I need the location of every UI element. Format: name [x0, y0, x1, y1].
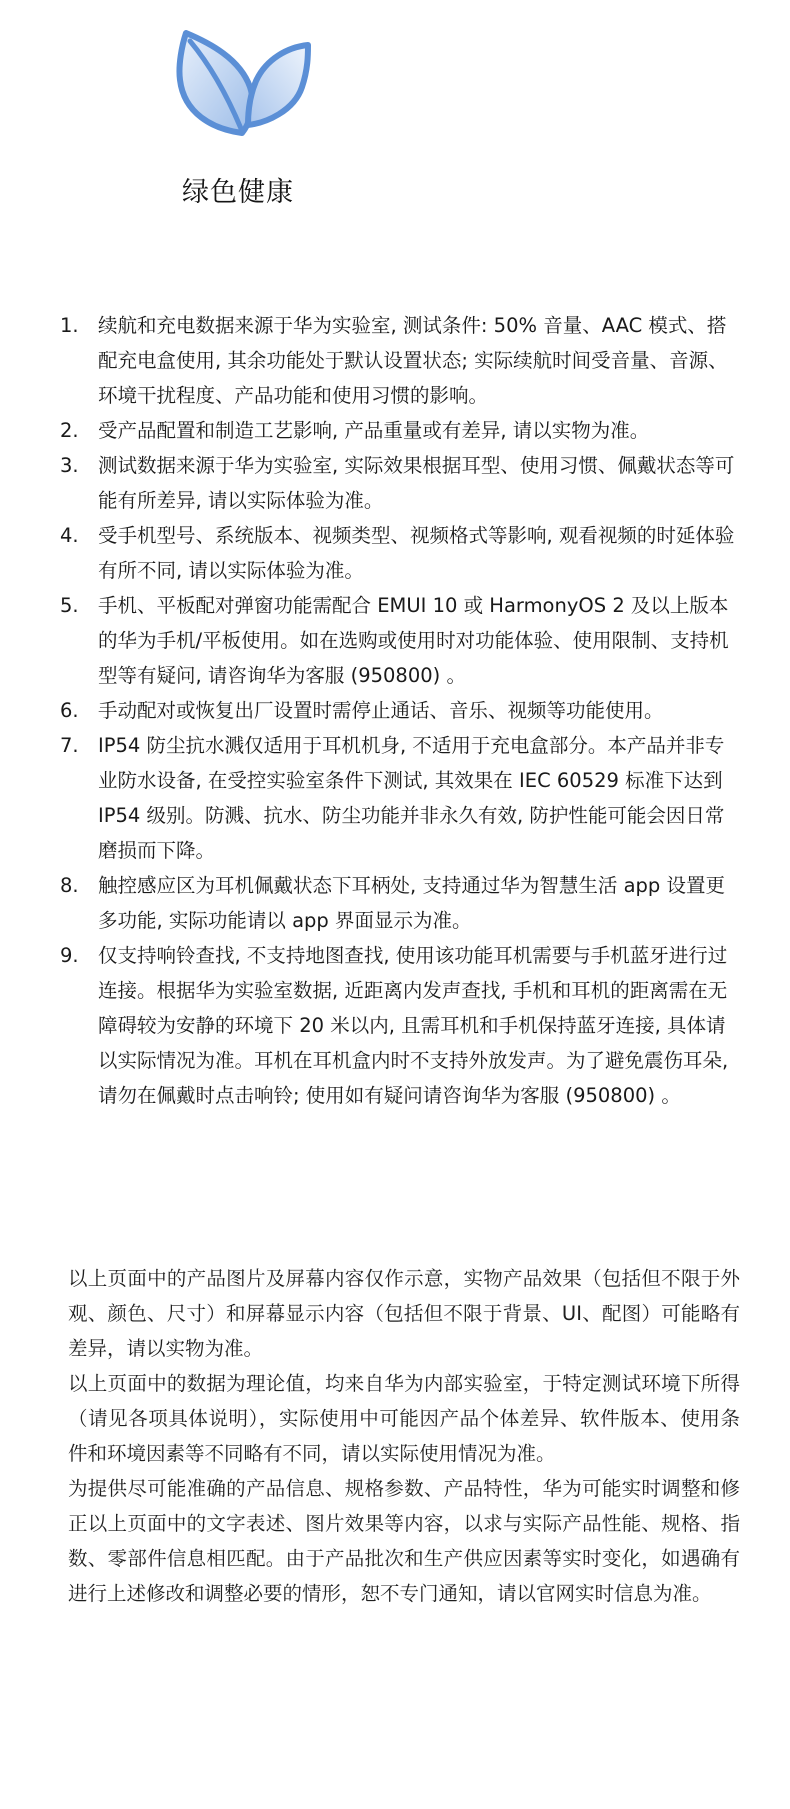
footnote-number: 4. — [60, 524, 79, 547]
footnote-number: 5. — [60, 594, 79, 617]
disclaimer-paragraph: 为提供尽可能准确的产品信息、规格参数、产品特性，华为可能实时调整和修正以上页面中的文字表述、图片效果等内容，以求与实际产品性能、规格、指数、零部件信息相匹配。由于产品批次和生产供应因素等实时变化，如遇确有进行上述修改和调整必要的情形，恕不专门通知，请以官网实时信息为准。 — [68, 1477, 740, 1605]
footnote-item — [60, 518, 740, 588]
footnote-text: 手动配对或恢复出厂设置时需停止通话、音乐、视频等功能使用。 — [98, 699, 664, 722]
footnote-text: IP54 防尘抗水溅仅适用于耳机机身, 不适用于充电盒部分。本产品并非专业防水设备, 在受控实验室条件下测试, 其效果在 IEC 60529 标准下达到 IP54 级别。防溅、抗水、防尘功能并非永久有效, 防护性能可能会因日常磨损而下降。 — [98, 734, 725, 862]
leaf-icon — [170, 25, 320, 140]
footnote-number: 1. — [60, 314, 79, 337]
footnote-item — [60, 448, 740, 518]
footnote-item — [60, 868, 740, 938]
footnote-text: 受手机型号、系统版本、视频类型、视频格式等影响, 观看视频的时延体验有所不同, 请以实际体验为准。 — [98, 524, 735, 582]
footnote-item — [60, 938, 740, 1113]
footnote-item — [60, 693, 740, 728]
footnote-item — [60, 308, 740, 413]
footnote-item — [60, 728, 740, 868]
footnote-text: 手机、平板配对弹窗功能需配合 EMUI 10 或 HarmonyOS 2 及以上版本的华为手机/平板使用。如在选购或使用时对功能体验、使用限制、支持机型等有疑问, 请咨询华为客服 (950800) 。 — [98, 594, 729, 687]
footnote-number: 8. — [60, 874, 79, 897]
footnote-text: 受产品配置和制造工艺影响, 产品重量或有差异, 请以实物为准。 — [98, 419, 650, 442]
footnote-text: 测试数据来源于华为实验室, 实际效果根据耳型、使用习惯、佩戴状态等可能有所差异, 请以实际体验为准。 — [98, 454, 735, 512]
footnote-item — [60, 588, 740, 693]
disclaimer-paragraph: 以上页面中的产品图片及屏幕内容仅作示意，实物产品效果（包括但不限于外观、颜色、尺寸）和屏幕显示内容（包括但不限于背景、UI、配图）可能略有差异，请以实物为准。 — [68, 1267, 740, 1360]
footnote-text: 续航和充电数据来源于华为实验室, 测试条件: 50% 音量、AAC 模式、搭配充电盒使用, 其余功能处于默认设置状态; 实际续航时间受音量、音源、环境干扰程度、产品功能和使用习惯的影响。 — [98, 314, 728, 407]
footnote-number: 2. — [60, 419, 79, 442]
footnote-list — [60, 308, 740, 1113]
footnote-number: 9. — [60, 944, 79, 967]
footnote-item — [60, 413, 740, 448]
disclaimer-paragraph: 以上页面中的数据为理论值，均来自华为内部实验室，于特定测试环境下所得（请见各项具体说明），实际使用中可能因产品个体差异、软件版本、使用条件和环境因素等不同略有不同，请以实际使用情况为准。 — [68, 1372, 740, 1465]
hero-section — [0, 0, 790, 230]
legal-disclaimer — [68, 1261, 740, 1611]
footnote-number: 7. — [60, 734, 79, 757]
footnote-text: 仅支持响铃查找, 不支持地图查找, 使用该功能耳机需要与手机蓝牙进行过连接。根据华为实验室数据, 近距离内发声查找, 手机和耳机的距离需在无障碍较为安静的环境下 20 米以内, 且需耳机和手机保持蓝牙连接, 具体请以实际情况为准。耳机在耳机盒内时不支持外放发声。为了避免震伤耳朵, 请勿在佩戴时点击响铃; 使用如有疑问请咨询华为客服 (950800) 。 — [98, 944, 729, 1107]
footnote-number: 3. — [60, 454, 79, 477]
footnote-text: 触控感应区为耳机佩戴状态下耳柄处, 支持通过华为智慧生活 app 设置更多功能, 实际功能请以 app 界面显示为准。 — [98, 874, 725, 932]
footnote-number: 6. — [60, 699, 79, 722]
hero-title: 绿色健康 — [182, 177, 294, 208]
